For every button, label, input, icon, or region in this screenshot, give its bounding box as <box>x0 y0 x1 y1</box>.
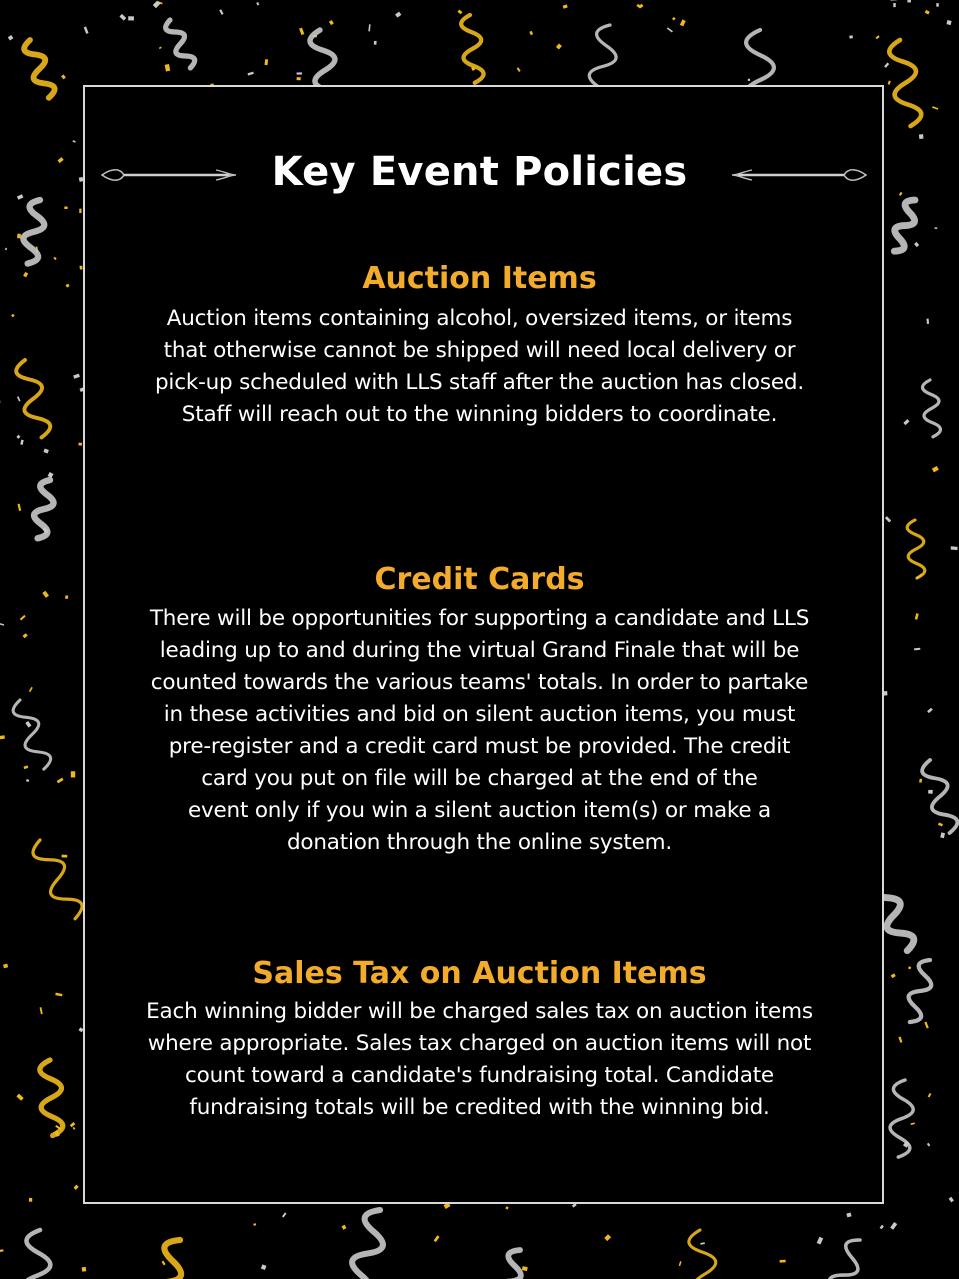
streamer <box>10 697 53 773</box>
confetti-piece <box>748 79 750 81</box>
confetti-piece <box>936 3 939 7</box>
confetti-piece <box>910 1122 914 1125</box>
body-line: Auction items containing alcohol, oversized items, or items <box>166 306 793 331</box>
confetti-piece <box>11 314 15 318</box>
confetti-piece <box>522 1266 528 1271</box>
confetti-piece <box>0 735 5 739</box>
confetti-piece <box>20 615 26 621</box>
body-line: counted towards the various teams' totals. In order to partake <box>150 670 809 695</box>
confetti-piece <box>884 62 889 67</box>
confetti-piece <box>846 1212 851 1217</box>
confetti-piece <box>395 12 401 18</box>
confetti-piece <box>928 790 933 794</box>
body-line: leading up to and during the virtual Grand Finale that will be <box>159 638 800 663</box>
streamer <box>922 380 941 438</box>
confetti-piece <box>119 14 126 21</box>
confetti-piece <box>919 134 924 139</box>
confetti-piece <box>817 1237 824 1245</box>
section-heading-sales-tax: Sales Tax on Auction Items <box>252 956 707 991</box>
confetti-piece <box>162 1261 166 1266</box>
streamer <box>688 1229 722 1279</box>
confetti-piece <box>529 31 533 35</box>
confetti-piece <box>297 77 301 80</box>
confetti-piece <box>20 440 23 445</box>
confetti-piece <box>915 613 919 619</box>
confetti-piece <box>926 319 929 324</box>
confetti-piece <box>946 20 951 25</box>
streamer <box>22 37 57 100</box>
streamer <box>29 835 86 924</box>
confetti-piece <box>261 1264 267 1270</box>
confetti-piece <box>24 765 29 769</box>
confetti-piece <box>62 855 68 858</box>
confetti-piece <box>667 27 673 32</box>
confetti-piece <box>938 822 943 826</box>
confetti-piece <box>5 248 7 250</box>
confetti-piece <box>932 466 939 472</box>
confetti-piece <box>880 1225 884 1229</box>
body-line: Staff will reach out to the winning bidders to coordinate. <box>181 402 778 427</box>
confetti-piece <box>940 832 945 838</box>
confetti-piece <box>25 721 31 728</box>
body-line: where appropriate. Sales tax charged on auction items will not <box>147 1031 812 1056</box>
confetti-piece <box>16 435 20 439</box>
confetti-piece <box>932 106 938 110</box>
title-row <box>0 140 959 210</box>
confetti-piece <box>434 1235 440 1242</box>
confetti-piece <box>919 779 922 783</box>
body-line: fundraising totals will be credited with the winning bid. <box>189 1095 770 1120</box>
streamer <box>21 1229 53 1279</box>
streamer <box>40 1060 64 1136</box>
confetti-piece <box>74 1185 79 1190</box>
confetti-piece <box>0 623 4 626</box>
confetti-piece <box>458 10 463 15</box>
confetti-piece <box>43 448 48 453</box>
confetti-piece <box>73 1127 76 1130</box>
confetti-piece <box>924 1022 928 1029</box>
confetti-piece <box>890 1222 897 1230</box>
confetti-piece <box>61 74 66 79</box>
confetti-piece <box>341 1225 346 1230</box>
confetti-piece <box>18 504 22 511</box>
page-title: Key Event Policies <box>271 149 688 195</box>
section-body-auction-items <box>110 303 849 431</box>
section-body-sales-tax <box>110 996 849 1124</box>
confetti-piece <box>29 687 33 692</box>
body-line: donation through the online system. <box>286 830 673 855</box>
confetti-piece <box>914 242 919 247</box>
confetti-piece <box>78 443 82 446</box>
confetti-piece <box>256 2 259 5</box>
streamer <box>163 17 197 71</box>
confetti-piece <box>84 27 89 34</box>
body-line: count toward a candidate's fundraising total. Candidate <box>185 1063 774 1088</box>
confetti-piece <box>165 64 171 71</box>
confetti-piece <box>0 400 1 404</box>
confetti-piece <box>8 35 14 41</box>
confetti-piece <box>23 633 28 638</box>
confetti-piece <box>951 546 958 550</box>
confetti-piece <box>556 43 562 49</box>
confetti-piece <box>680 19 686 26</box>
confetti-piece <box>70 1122 76 1127</box>
body-line: pre-register and a credit card must be provided. The credit <box>168 734 791 759</box>
confetti-piece <box>55 993 62 997</box>
confetti-piece <box>780 1260 786 1263</box>
streamer <box>461 14 485 83</box>
confetti-piece <box>700 1242 705 1244</box>
confetti-piece <box>679 1261 682 1266</box>
streamer <box>888 39 922 128</box>
confetti-piece <box>505 1206 508 1209</box>
body-line: in these activities and bid on silent auction items, you must <box>163 702 796 727</box>
confetti-piece <box>26 779 29 782</box>
body-line: that otherwise cannot be shipped will need local delivery or <box>163 338 796 363</box>
confetti-piece <box>29 1198 32 1202</box>
section-body-credit-cards <box>110 603 849 859</box>
confetti-piece <box>159 46 162 49</box>
confetti-piece <box>876 35 880 39</box>
streamer <box>818 1235 870 1279</box>
confetti-piece <box>925 10 930 15</box>
section-heading-credit-cards: Credit Cards <box>374 562 585 597</box>
streamer <box>343 1207 392 1279</box>
confetti-piece <box>893 3 896 7</box>
confetti-piece <box>16 1094 23 1101</box>
streamer <box>888 1079 916 1158</box>
streamer <box>14 358 52 440</box>
body-line: pick-up scheduled with LLS staff after the auction has closed. <box>154 370 804 395</box>
body-line: Each winning bidder will be charged sales tax on auction items <box>146 999 813 1024</box>
confetti-piece <box>949 1197 954 1203</box>
streamer <box>139 1236 191 1279</box>
confetti-piece <box>849 35 853 38</box>
confetti-piece <box>604 1234 611 1241</box>
streamer <box>490 1247 529 1279</box>
confetti-piece <box>71 771 75 777</box>
confetti-piece <box>927 708 933 713</box>
confetti-piece <box>935 227 938 229</box>
section-heading-auction-items: Auction Items <box>362 261 597 296</box>
confetti-piece <box>928 1093 932 1097</box>
confetti-piece <box>264 59 268 65</box>
confetti-piece <box>40 1007 43 1014</box>
confetti-piece <box>563 4 568 8</box>
confetti-piece <box>299 28 304 35</box>
confetti-piece <box>0 1249 4 1252</box>
confetti-piece <box>672 17 676 21</box>
confetti-piece <box>885 516 891 522</box>
body-line: event only if you win a silent auction item(s) or make a <box>187 798 772 823</box>
confetti-piece <box>128 16 134 20</box>
confetti-piece <box>927 1143 931 1147</box>
confetti-piece <box>374 41 377 45</box>
body-line: There will be opportunities for supporting a candidate and LLS <box>149 606 810 631</box>
confetti-piece <box>282 1212 287 1217</box>
confetti-piece <box>914 648 920 651</box>
right-flourish-ornament <box>730 166 870 184</box>
body-line: card you put on file will be charged at the end of the <box>201 766 758 791</box>
confetti-piece <box>329 20 334 25</box>
streamer <box>30 478 59 540</box>
confetti-piece <box>907 0 911 3</box>
confetti-piece <box>297 72 303 74</box>
confetti-piece <box>903 419 909 425</box>
confetti-piece <box>17 396 21 401</box>
confetti-piece <box>53 257 56 260</box>
confetti-piece <box>368 24 370 31</box>
confetti-piece <box>73 374 80 379</box>
confetti-piece <box>57 778 64 784</box>
confetti-piece <box>517 67 521 72</box>
confetti-piece <box>82 1267 87 1272</box>
confetti-piece <box>253 1223 256 1225</box>
confetti-piece <box>248 72 254 76</box>
confetti-piece <box>898 1037 902 1043</box>
confetti-piece <box>219 9 223 15</box>
confetti-piece <box>888 81 891 85</box>
confetti-piece <box>890 0 897 1</box>
